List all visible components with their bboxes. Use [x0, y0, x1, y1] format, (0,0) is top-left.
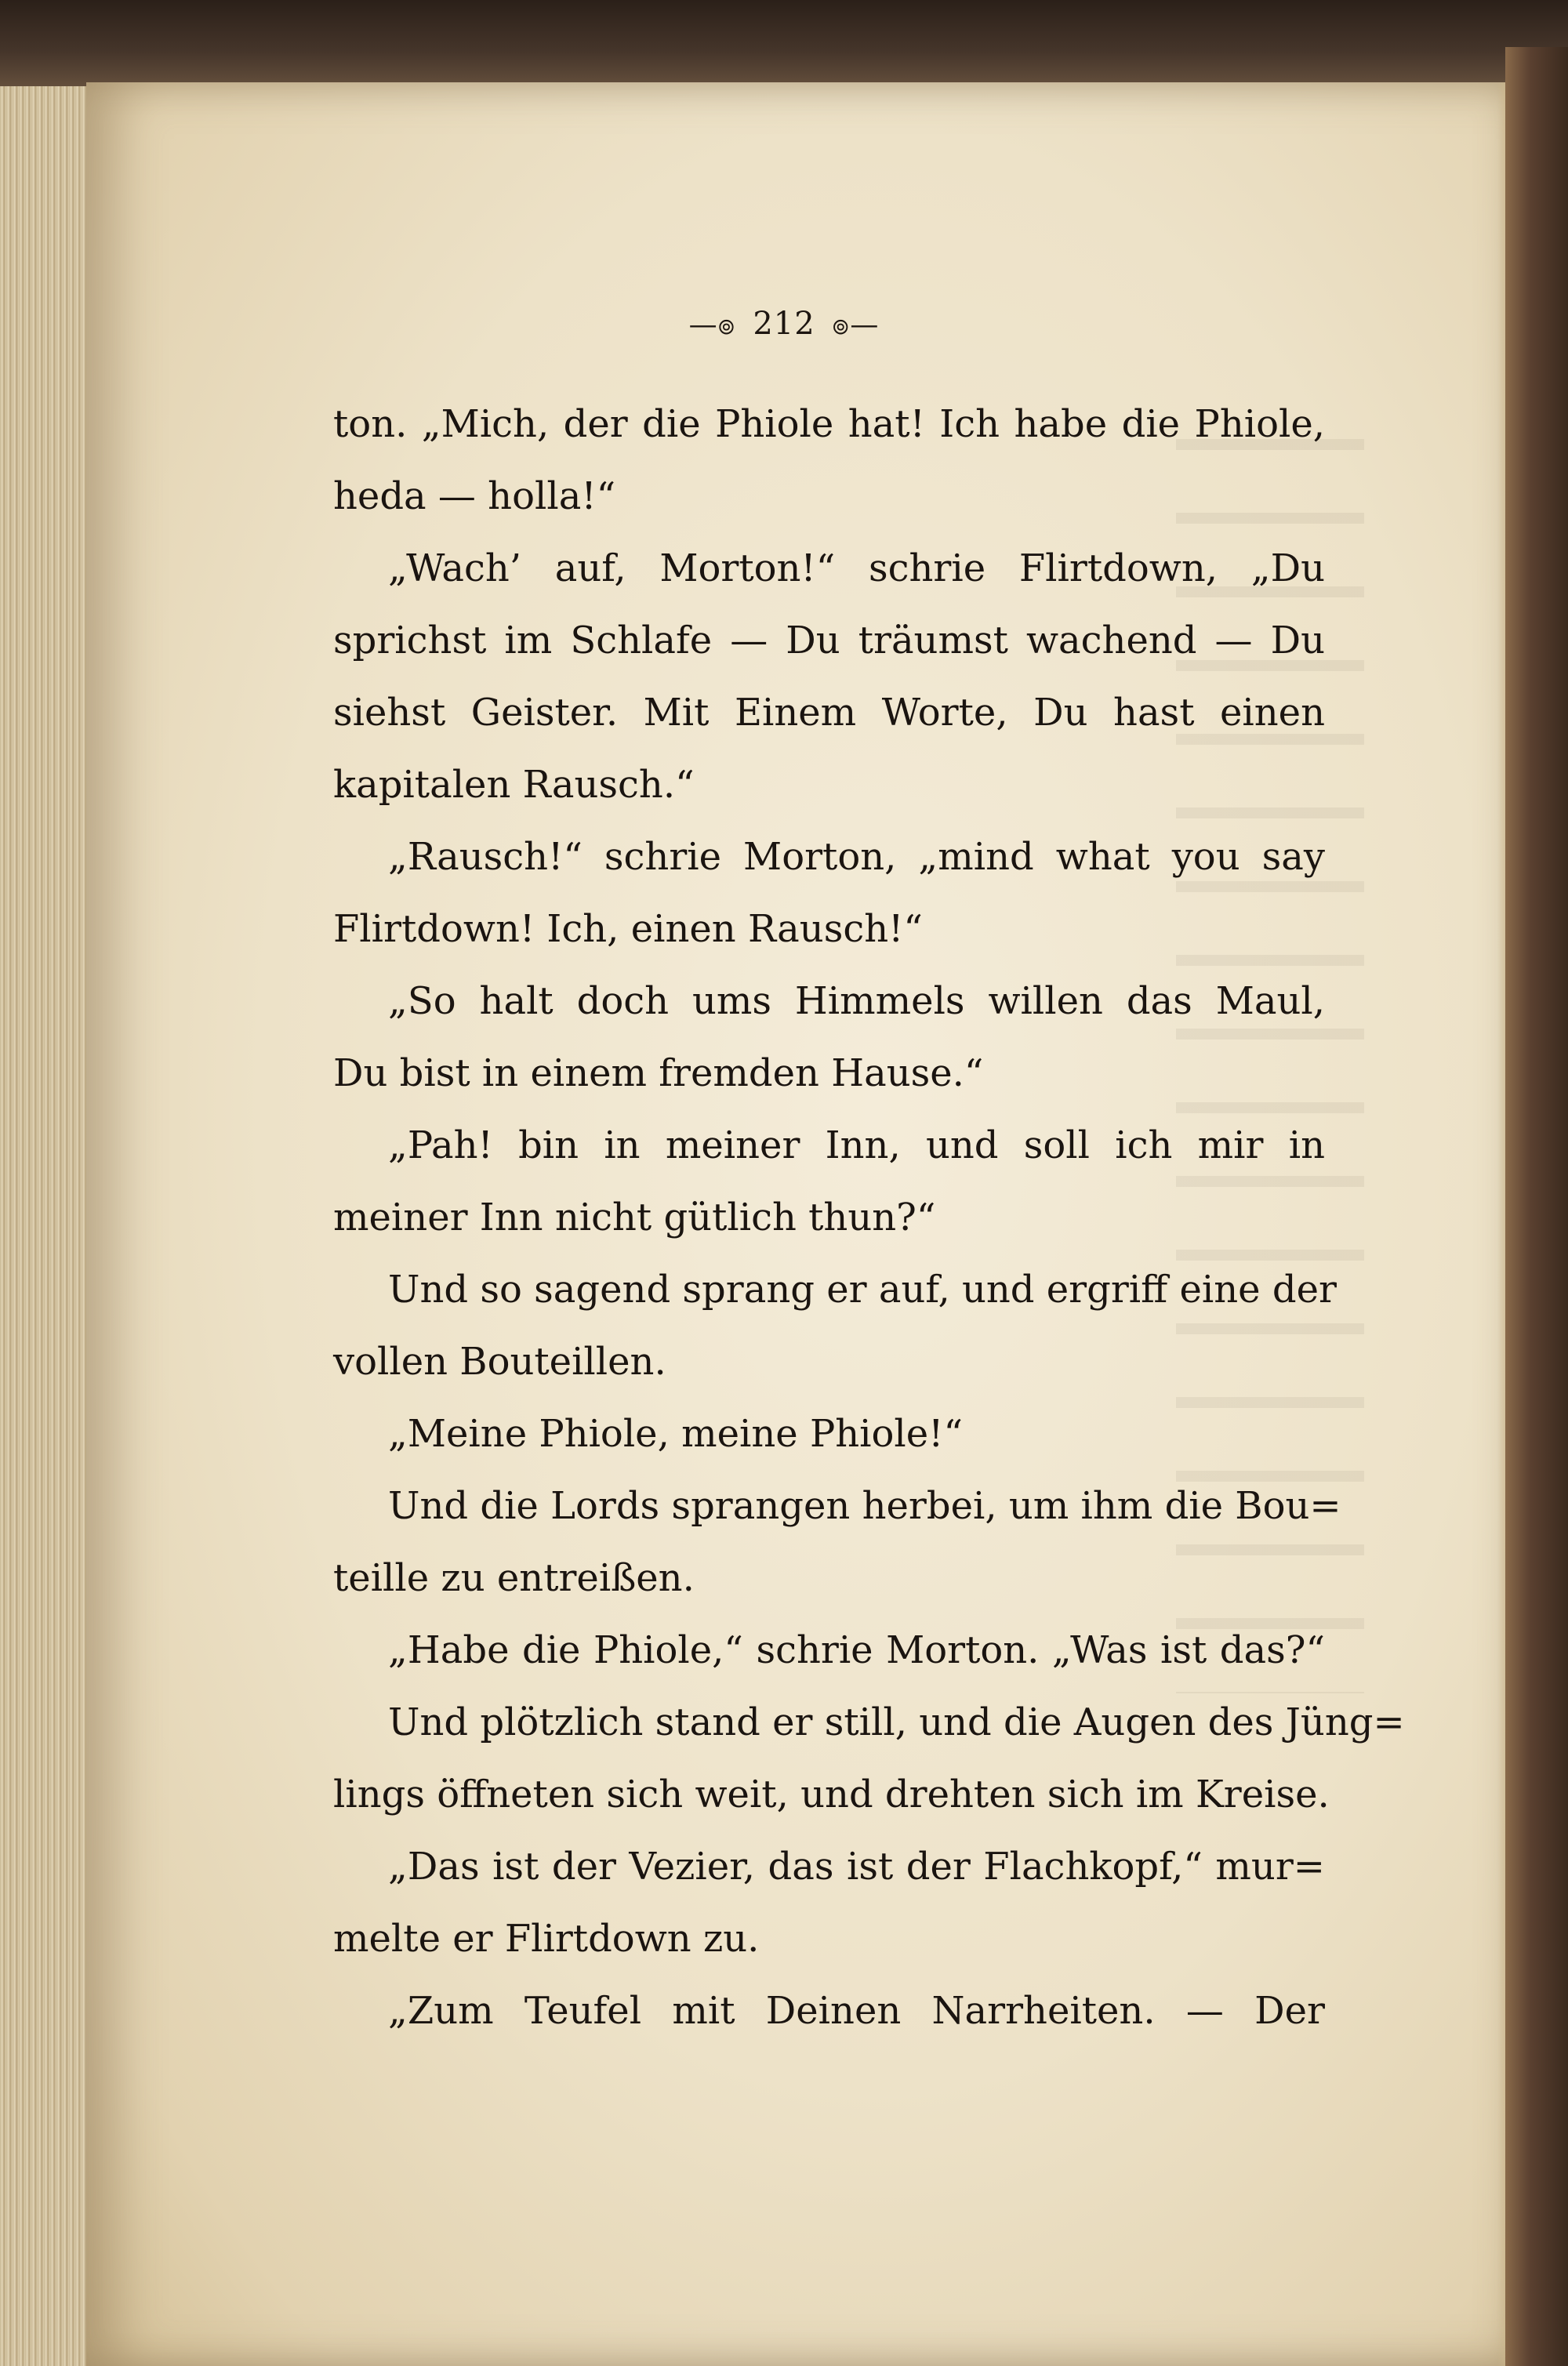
text-line: Und plötzlich stand er still, und die Augen des Jüng= [388, 1700, 1405, 1744]
text-line: Und so sagend sprang er auf, und ergriff eine der [388, 1268, 1337, 1312]
page-number-ornament-right: ๏— [832, 309, 880, 341]
page-number [0, 302, 1568, 347]
text-line: Du bist in einem fremden Hause.“ [333, 1051, 984, 1095]
text-line: teille zu entreißen. [333, 1556, 695, 1600]
text-line: „Meine Phiole, meine Phiole!“ [388, 1412, 963, 1456]
text-line: „Zum Teufel mit Deinen Narrheiten. — Der [388, 1989, 1325, 2033]
book-cover-right [1505, 47, 1568, 2366]
text-line: ton. „Mich, der die Phiole hat! Ich habe die Phiole, [333, 402, 1325, 446]
text-line: Flirtdown! Ich, einen Rausch!“ [333, 907, 923, 951]
text-line: „Habe die Phiole,“ schrie Morton. „Was ist das?“ [388, 1628, 1325, 1672]
text-line: melte er Flirtdown zu. [333, 1917, 760, 1961]
text-line: siehst Geister. Mit Einem Worte, Du hast einen [333, 691, 1325, 735]
text-line: heda — holla!“ [333, 474, 616, 518]
body-text [333, 388, 1405, 2047]
page-number-value: 212 [753, 306, 815, 342]
text-line: vollen Bouteillen. [333, 1340, 666, 1384]
text-line: „Pah! bin in meiner Inn, und soll ich mir in [388, 1123, 1325, 1167]
text-line: kapitalen Rausch.“ [333, 763, 695, 807]
text-line: meiner Inn nicht gütlich thun?“ [333, 1196, 936, 1239]
page-number-ornament-left: —๏ [688, 309, 736, 341]
text-line: „Das ist der Vezier, das ist der Flachkopf,“ mur= [388, 1845, 1325, 1889]
book-cover-top [0, 0, 1568, 94]
text-line: lings öffneten sich weit, und drehten sich im Kreise. [333, 1773, 1330, 1816]
text-line: „Rausch!“ schrie Morton, „mind what you say [388, 835, 1325, 879]
text-line: „Wach’ auf, Morton!“ schrie Flirtdown, „Du [388, 546, 1325, 590]
text-line: Und die Lords sprangen herbei, um ihm die Bou= [388, 1484, 1341, 1528]
text-line: sprichst im Schlafe — Du träumst wachend — Du [333, 619, 1325, 662]
text-line: „So halt doch ums Himmels willen das Maul, [388, 979, 1325, 1023]
